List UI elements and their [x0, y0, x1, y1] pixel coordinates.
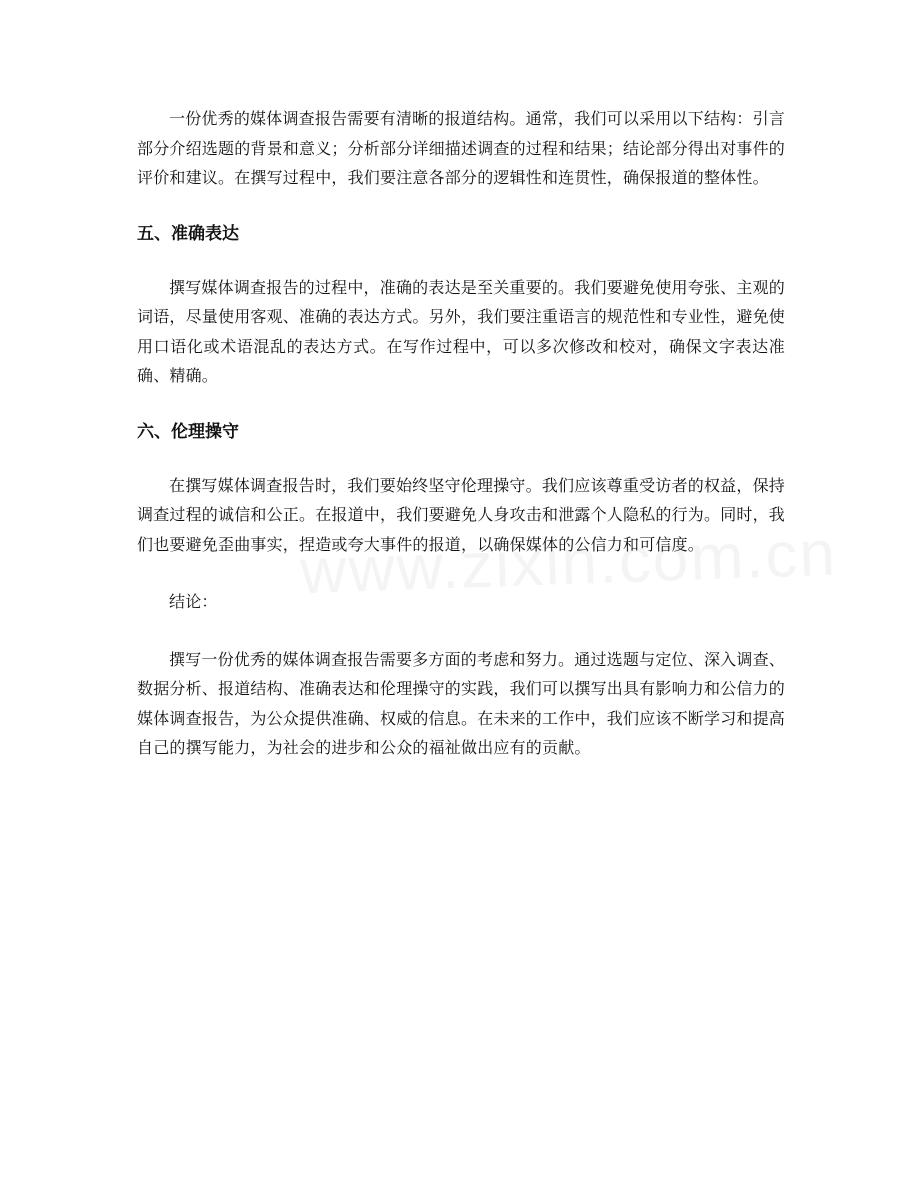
section-heading-ethics: 六、伦理操守	[137, 421, 239, 442]
conclusion-label: 结论：	[169, 592, 218, 611]
paragraph-ethics: 在撰写媒体调查报告时，我们要始终坚守伦理操守。我们应该尊重受访者的权益，保持调查过程的诚信和公正。在报道中，我们要避免人身攻击和泄露个人隐私的行为。同时，我们也要避免歪曲事实，捏造或夸大事件的报道，以确保媒体的公信力和可信度。	[137, 475, 786, 554]
paragraph-conclusion: 撰写一份优秀的媒体调查报告需要多方面的考虑和努力。通过选题与定位、深入调查、数据分析、报道结构、准确表达和伦理操守的实践，我们可以撰写出具有影响力和公信力的媒体调查报告，为公众提供准确、权威的信息。在未来的工作中，我们应该不断学习和提高自己的撰写能力，为社会的进步和公众的福祉做出应有的贡献。	[137, 649, 786, 757]
section-heading-accurate-expression: 五、准确表达	[137, 223, 239, 244]
document-body	[137, 104, 785, 791]
paragraph-report-structure: 一份优秀的媒体调查报告需要有清晰的报道结构。通常，我们可以采用以下结构：引言部分介绍选题的背景和意义；分析部分详细描述调查的过程和结果；结论部分得出对事件的评价和建议。在撰写过程中，我们要注意各部分的逻辑性和连贯性，确保报道的整体性。	[137, 109, 786, 187]
paragraph-accurate-expression: 撰写媒体调查报告的过程中，准确的表达是至关重要的。我们要避免使用夸张、主观的词语，尽量使用客观、准确的表达方式。另外，我们要注重语言的规范性和专业性，避免使用口语化或术语混乱的表达方式。在写作过程中，可以多次修改和校对，确保文字表达准确、精确。	[137, 277, 786, 385]
